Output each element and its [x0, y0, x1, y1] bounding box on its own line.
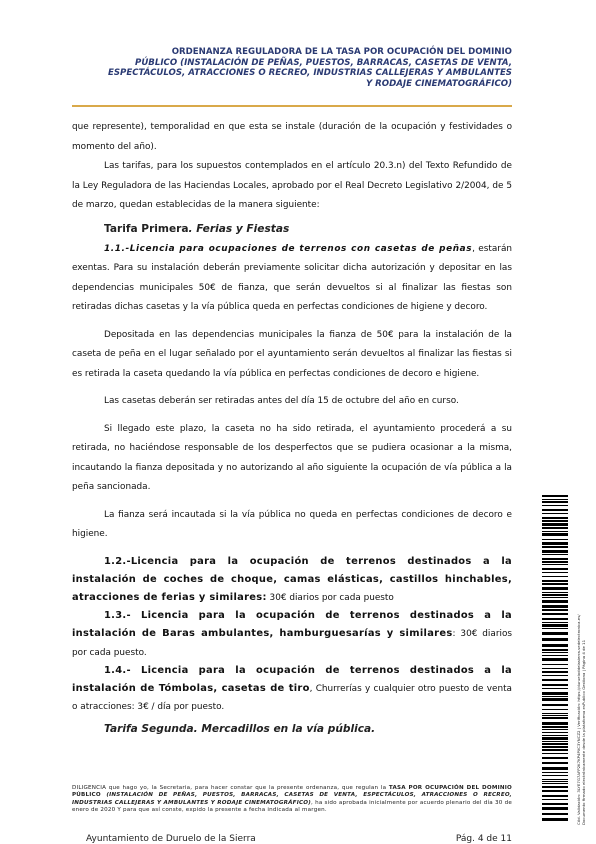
- barcode-stripe: [542, 715, 568, 716]
- barcode-stripe: [542, 558, 568, 560]
- barcode-stripe: [542, 688, 568, 689]
- licencia-1-4-text: , Churrerías y cualquier otro puesto de venta o atracciones: 3€ / día por puesto.: [72, 683, 512, 713]
- barcode-stripe: [542, 781, 568, 782]
- barcode-stripe: [542, 783, 568, 784]
- header-line-3: ESPECTÁCULOS, ATRACCIONES O RECREO, INDUSTRIAS CALLEJERAS Y AMBULANTES: [107, 68, 512, 78]
- barcode-stripe: [542, 513, 568, 514]
- validation-text: [577, 495, 589, 825]
- barcode-stripe: [542, 799, 568, 800]
- barcode-stripe: [542, 550, 568, 553]
- barcode-stripe: [542, 644, 568, 647]
- licencia-1-4-title: 1.4.- Licencia para la ocupación de terrenos destinados a la instalación de Tómbolas, casetas de tiro: [72, 664, 512, 694]
- barcode-icon: [542, 495, 568, 825]
- barcode-stripe: [542, 795, 568, 797]
- barcode-stripe: [542, 533, 568, 536]
- barcode-stripe: [542, 583, 568, 585]
- barcode-stripe: [542, 576, 568, 577]
- validation-line-1: Cód. Validación: 3LYE7G7AFP2K7KP4PXC3YNCZ2 | Verificación: https://durueloddelasierra.sedelectronica.es/: [576, 614, 581, 825]
- header-divider: [72, 105, 512, 107]
- barcode-stripe: [542, 790, 568, 792]
- barcode-stripe: [542, 618, 568, 620]
- diligencia-text-1: DILIGENCIA que hago yo, la Secretaria, para hacer constar que la presente ordenanza, que regulan la: [72, 785, 389, 791]
- licencia-1-1-text: , estarán exentas. Para su instalación deberán previamente solicitar dicha autorización y depositar en las dependencias municipales 50€ de fianza, que serán devueltos si al finalizar las fiestas son retiradas dichas casetas y la vía pública queda en perfectas condiciones de higiene y decoro.: [72, 243, 513, 312]
- barcode-stripe: [542, 753, 568, 754]
- barcode-stripe: [542, 668, 568, 669]
- paragraph-fianza-deposito: Depositada en las dependencias municipales la fianza de 50€ para la instalación de la caseta de peña en el lugar señalado por el ayuntamiento serán devueltos al finalizar las fiestas si es retirada la caseta quedando la vía pública en perfectas condiciones de decoro e higiene.: [72, 329, 512, 379]
- barcode-stripe: [542, 735, 568, 736]
- tarifa-primera-label: Tarifa Primera: [104, 222, 189, 235]
- barcode-stripe: [542, 649, 568, 651]
- diligencia-tasa: TASA POR OCUPACIÓN DEL DOMINIO PÚBLICO: [72, 785, 512, 799]
- barcode-stripe: [542, 772, 568, 773]
- validation-line-2: Documento firmado electrónicamente desde la plataforma esPublico Gestiona | Página 4 de 11: [580, 639, 586, 825]
- barcode-stripe: [542, 652, 568, 653]
- validation-text-lines: [577, 495, 586, 825]
- paragraph-licencia-1-3: [72, 607, 512, 662]
- barcode-stripe: [542, 741, 568, 742]
- paragraph-licencia-1-4: [72, 662, 512, 717]
- barcode-stripe: [542, 495, 568, 497]
- licencia-1-1-title: 1.1.-Licencia para ocupaciones de terrenos con casetas de peñas: [104, 243, 473, 254]
- barcode-stripe: [542, 638, 568, 641]
- paragraph-licencia-1-1: [72, 240, 512, 318]
- page-footer: [86, 834, 512, 844]
- barcode-stripe: [542, 539, 568, 540]
- barcode-stripe: [542, 520, 568, 522]
- footer-page-number: Pág. 4 de 11: [455, 834, 512, 844]
- barcode-stripe: [542, 658, 568, 661]
- diligencia-text-2: , ha sido aprobada inicialmente por acuerdo plenario del día 30 de enero de 2020 Y para que así conste, expido la presente a fecha indicada al margen.: [72, 799, 513, 814]
- barcode-stripe: [542, 757, 568, 759]
- barcode-stripe: [542, 605, 568, 608]
- barcode-stripe: [542, 509, 568, 511]
- barcode-stripe: [542, 775, 568, 776]
- paragraph-tarifas-intro: Las tarifas, para los supuestos contemplados en el artículo 20.3.n) del Texto Refundido de la Ley Reguladora de las Haciendas Locales, aprobado por el Real Decreto Legislativo 2/2004, de 5 de marzo, quedan establecidas de la manera siguiente:: [72, 161, 512, 210]
- barcode-stripe: [542, 698, 568, 701]
- barcode-stripe: [542, 762, 568, 764]
- barcode-stripe: [542, 743, 568, 745]
- barcode-stripe: [542, 527, 568, 529]
- barcode-stripe: [542, 767, 568, 770]
- barcode-stripe: [542, 501, 568, 503]
- barcode-stripe: [542, 709, 568, 710]
- barcode-stripe: [542, 499, 568, 500]
- barcode-stripe: [542, 613, 568, 615]
- barcode-stripe: [542, 592, 568, 593]
- barcode-stripe: [542, 713, 568, 714]
- barcode-stripe: [542, 505, 568, 506]
- barcode-stripe: [542, 679, 568, 681]
- barcode-stripe: [542, 628, 568, 629]
- paragraph-licencia-1-2: [72, 553, 512, 608]
- barcode-stripe: [542, 542, 568, 545]
- header-line-1: ORDENANZA REGULADORA DE LA TASA POR OCUPACIÓN DEL DOMINIO: [171, 47, 512, 57]
- barcode-stripe: [542, 696, 568, 697]
- diligencia-detalle: (INSTALACIÓN DE PEÑAS, PUESTOS, BARRACAS, CASETAS DE VENTA, ESPECTÁCULOS, ATRACCIONES O RECREO, INDUSTRIAS CALLEJERAS Y AMBULANTES Y RODAJE CINEMATOGRÁFICO): [72, 792, 512, 806]
- footer-ayuntamiento: Ayuntamiento de Duruelo de la Sierra: [86, 834, 256, 844]
- barcode-stripe: [542, 692, 568, 695]
- barcode-stripe: [542, 803, 568, 805]
- barcode-stripe: [542, 568, 568, 570]
- barcode-stripe: [542, 632, 568, 635]
- licencia-1-2-text: 30€ diarios por cada puesto: [266, 592, 394, 603]
- barcode-stripe: [542, 717, 568, 719]
- document-header: [72, 47, 512, 89]
- barcode-stripe: [542, 523, 568, 526]
- validation-sidebar: [542, 495, 588, 825]
- barcode-stripe: [542, 749, 568, 751]
- barcode-stripe: [542, 664, 568, 665]
- barcode-stripe: [542, 726, 568, 728]
- barcode-stripe: [542, 818, 568, 821]
- header-line-4: Y RODAJE CINEMATOGRÁFICO): [365, 78, 512, 89]
- barcode-stripe: [542, 622, 568, 623]
- barcode-stripe: [542, 729, 568, 730]
- barcode-stripe: [542, 675, 568, 676]
- barcode-stripe: [542, 546, 568, 548]
- barcode-stripe: [542, 597, 568, 598]
- licencia-1-2-title: 1.2.-Licencia para la ocupación de terrenos destinados a la instalación de coches de choque, camas elásticas, castillos hinchables, atracciones de ferias y similares:: [72, 555, 512, 603]
- barcode-stripe: [542, 684, 568, 686]
- tarifa-segunda-heading: Tarifa Segunda. Mercadillos en la vía pública.: [104, 723, 376, 736]
- barcode-stripe: [542, 572, 568, 573]
- barcode-stripe: [542, 722, 568, 725]
- barcode-stripe: [542, 704, 568, 706]
- barcode-stripe: [542, 580, 568, 582]
- barcode-stripe: [542, 594, 568, 596]
- barcode-stripe: [542, 587, 568, 590]
- licencia-1-3-text: : 30€ diarios por cada puesto.: [72, 629, 512, 658]
- barcode-stripe: [542, 531, 568, 532]
- tarifa-primera-heading: [72, 218, 512, 240]
- barcode-stripe: [542, 609, 568, 611]
- barcode-stripe: [542, 517, 568, 519]
- barcode-stripe: [542, 813, 568, 815]
- barcode-stripe: [542, 737, 568, 740]
- barcode-stripe: [542, 671, 568, 673]
- barcode-stripe: [542, 564, 568, 565]
- licencias-list: [72, 553, 512, 717]
- barcode-stripe: [542, 600, 568, 603]
- barcode-stripe: [542, 732, 568, 733]
- barcode-stripe: [542, 554, 568, 555]
- paragraph-continuation: que represente), temporalidad en que esta se instale (duración de la ocupación y festividades o momento del año).: [72, 122, 512, 152]
- paragraph-fianza-incautada: La fianza será incautada si la vía pública no queda en perfectas condiciones de decoro e higiene.: [72, 509, 512, 539]
- diligencia-note: [72, 785, 512, 815]
- barcode-stripe: [542, 624, 568, 627]
- barcode-stripe: [542, 779, 568, 780]
- barcode-stripe: [542, 807, 568, 810]
- barcode-stripe: [542, 561, 568, 563]
- licencia-1-3-title: 1.3.- Licencia para la ocupación de terrenos destinados a la instalación de Baras ambulantes, hamburguesarías y similares: [72, 610, 512, 640]
- barcode-stripe: [542, 655, 568, 656]
- header-line-2: PÚBLICO (INSTALACIÓN DE PEÑAS, PUESTOS, BARRACAS, CASETAS DE VENTA,: [135, 57, 512, 68]
- barcode-stripe: [542, 786, 568, 788]
- barcode-stripe: [542, 746, 568, 748]
- document-body: [72, 118, 512, 740]
- paragraph-retirada-casetas: Las casetas deberán ser retiradas antes del día 15 de octubre del año en curso.: [104, 396, 459, 406]
- paragraph-retirada-ayuntamiento: Si llegado este plazo, la caseta no ha sido retirada, el ayuntamiento procederá a su retirada, no haciéndose responsable de los desperfectos que se pudiera ocasionar a la misma, incautando la fianza depositada y no autorizando al año siguiente la ocupación de vía pública a la peña sancionada.: [72, 423, 512, 492]
- tarifa-primera-title: . Ferias y Fiestas: [188, 222, 290, 235]
